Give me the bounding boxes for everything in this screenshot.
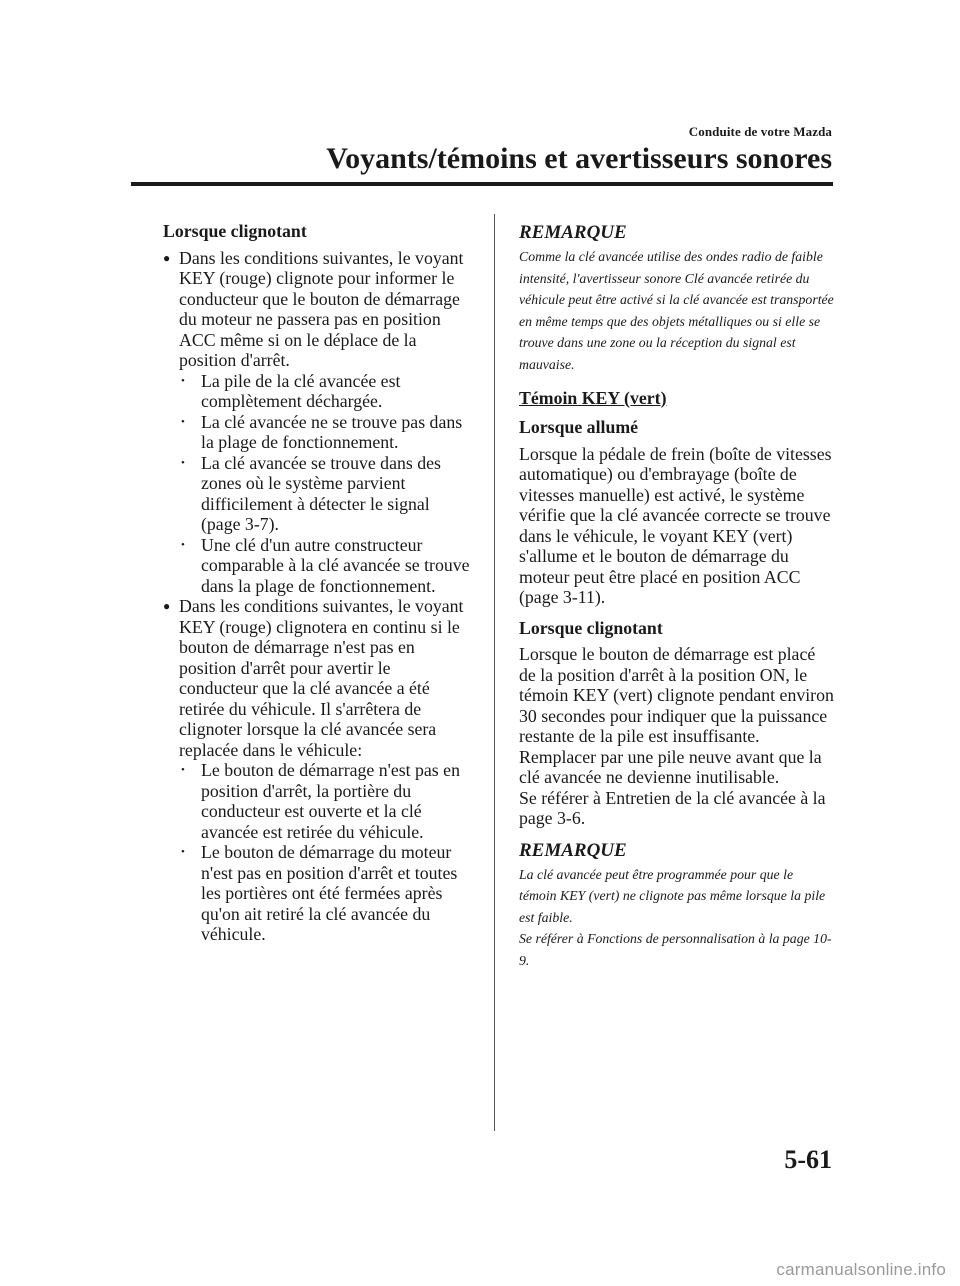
sub-bullet-item	[179, 535, 473, 597]
bullet-item	[163, 596, 473, 760]
sub-bullet-text: La pile de la clé avancée est complètement déchargée.	[201, 370, 401, 411]
right-column	[519, 223, 834, 972]
paragraph: Lorsque le bouton de démarrage est placé de la position d'arrêt à la position ON, le témoin KEY (vert) clignote pendant environ 30 secondes pour indiquer que la puissance restante de la pile est insuffisante. Remplacer par une pile neuve avant que la clé avancée ne devienne inutilisable.	[519, 644, 834, 788]
section-label: Conduite de votre Mazda	[688, 124, 832, 139]
note-title: REMARQUE	[519, 222, 627, 243]
sub-bullet-icon: •	[181, 456, 185, 469]
sub-bullet-item	[179, 842, 473, 945]
subhead-flashing: Lorsque clignotant	[163, 221, 307, 241]
sub-bullet-icon: •	[181, 415, 185, 428]
paragraph-reference: Se référer à Entretien de la clé avancée à la page 3-6.	[519, 787, 826, 829]
page-title: Voyants/témoins et avertisseurs sonores	[326, 142, 832, 175]
note-title: REMARQUE	[519, 839, 627, 861]
sub-bullet-text: Le bouton de démarrage n'est pas en position d'arrêt, la portière du conducteur est ouverte et la clé avancée est retirée du véhicule.	[201, 760, 460, 842]
sub-bullet-text: Le bouton de démarrage du moteur n'est pas en position d'arrêt et toutes les portières ont été fermées après qu'on ait retiré la clé avancée du véhicule.	[201, 842, 458, 944]
bullet-icon: ●	[163, 599, 171, 613]
bullet-item	[163, 248, 473, 371]
sub-bullet-item	[179, 412, 473, 453]
subhead-lit: Lorsque allumé	[519, 417, 639, 438]
sub-bullet-item	[179, 371, 473, 412]
sub-bullet-icon: •	[181, 846, 185, 858]
paragraph: Lorsque la pédale de frein (boîte de vitesses automatique) ou d'embrayage (boîte de vitesses manuelle) est activé, le système vérifie que la clé avancée correcte se trouve dans le véhicule, le voyant KEY (vert) s'allume et le bouton de démarrage du moteur peut être placé en position ACC (page 3-11).	[519, 443, 832, 608]
sub-bullet-icon: •	[181, 374, 185, 387]
column-divider	[494, 214, 495, 1131]
note-text: La clé avancée peut être programmée pour que le témoin KEY (vert) ne clignote pas même lorsque la pile est faible.	[519, 866, 826, 925]
bullet-icon: ●	[163, 250, 171, 265]
sub-bullet-item	[179, 453, 473, 535]
sub-bullet-text: La clé avancée se trouve dans des zones où le système parvient difficilement à détecter le signal (page 3-7).	[201, 452, 441, 534]
note-text: Se référer à Fonctions de personnalisation à la page 10-9.	[519, 931, 832, 968]
subhead-flashing: Lorsque clignotant	[519, 617, 663, 638]
sub-bullet-icon: •	[181, 538, 185, 551]
left-column	[163, 221, 473, 945]
bullet-text: Dans les conditions suivantes, le voyant KEY (rouge) clignotera en continu si le bouton de démarrage n'est pas en position d'arrêt pour avertir le conducteur que la clé avancée a été retirée du véhicule. Il s'arrêtera de clignoter lorsque la clé avancée sera replacée dans le véhicule:	[179, 596, 464, 760]
bullet-text: Dans les conditions suivantes, le voyant KEY (rouge) clignote pour informer le conducteur que le bouton de démarrage du moteur ne passera pas en position ACC même si on le déplace de la position d'arrêt.	[179, 247, 464, 370]
section-title-key-green: Témoin KEY (vert)	[519, 387, 667, 408]
sub-bullet-item	[179, 760, 473, 842]
watermark: carmanualsonline.info	[776, 1260, 946, 1279]
note-text: Comme la clé avancée utilise des ondes radio de faible intensité, l'avertisseur sonore Clé avancée retirée du véhicule peut être activé si la clé avancée est transportée en même temps que des objets métalliques ou si elle se trouve dans une zone ou la réception du signal est mauvaise.	[519, 249, 834, 372]
page-number: 5-61	[784, 1145, 832, 1174]
sub-bullet-text: La clé avancée ne se trouve pas dans la plage de fonctionnement.	[201, 411, 463, 452]
header-rule	[131, 182, 833, 186]
sub-bullet-text: Une clé d'un autre constructeur comparable à la clé avancée se trouve dans la plage de fonctionnement.	[201, 534, 470, 596]
sub-bullet-icon: •	[181, 764, 185, 776]
